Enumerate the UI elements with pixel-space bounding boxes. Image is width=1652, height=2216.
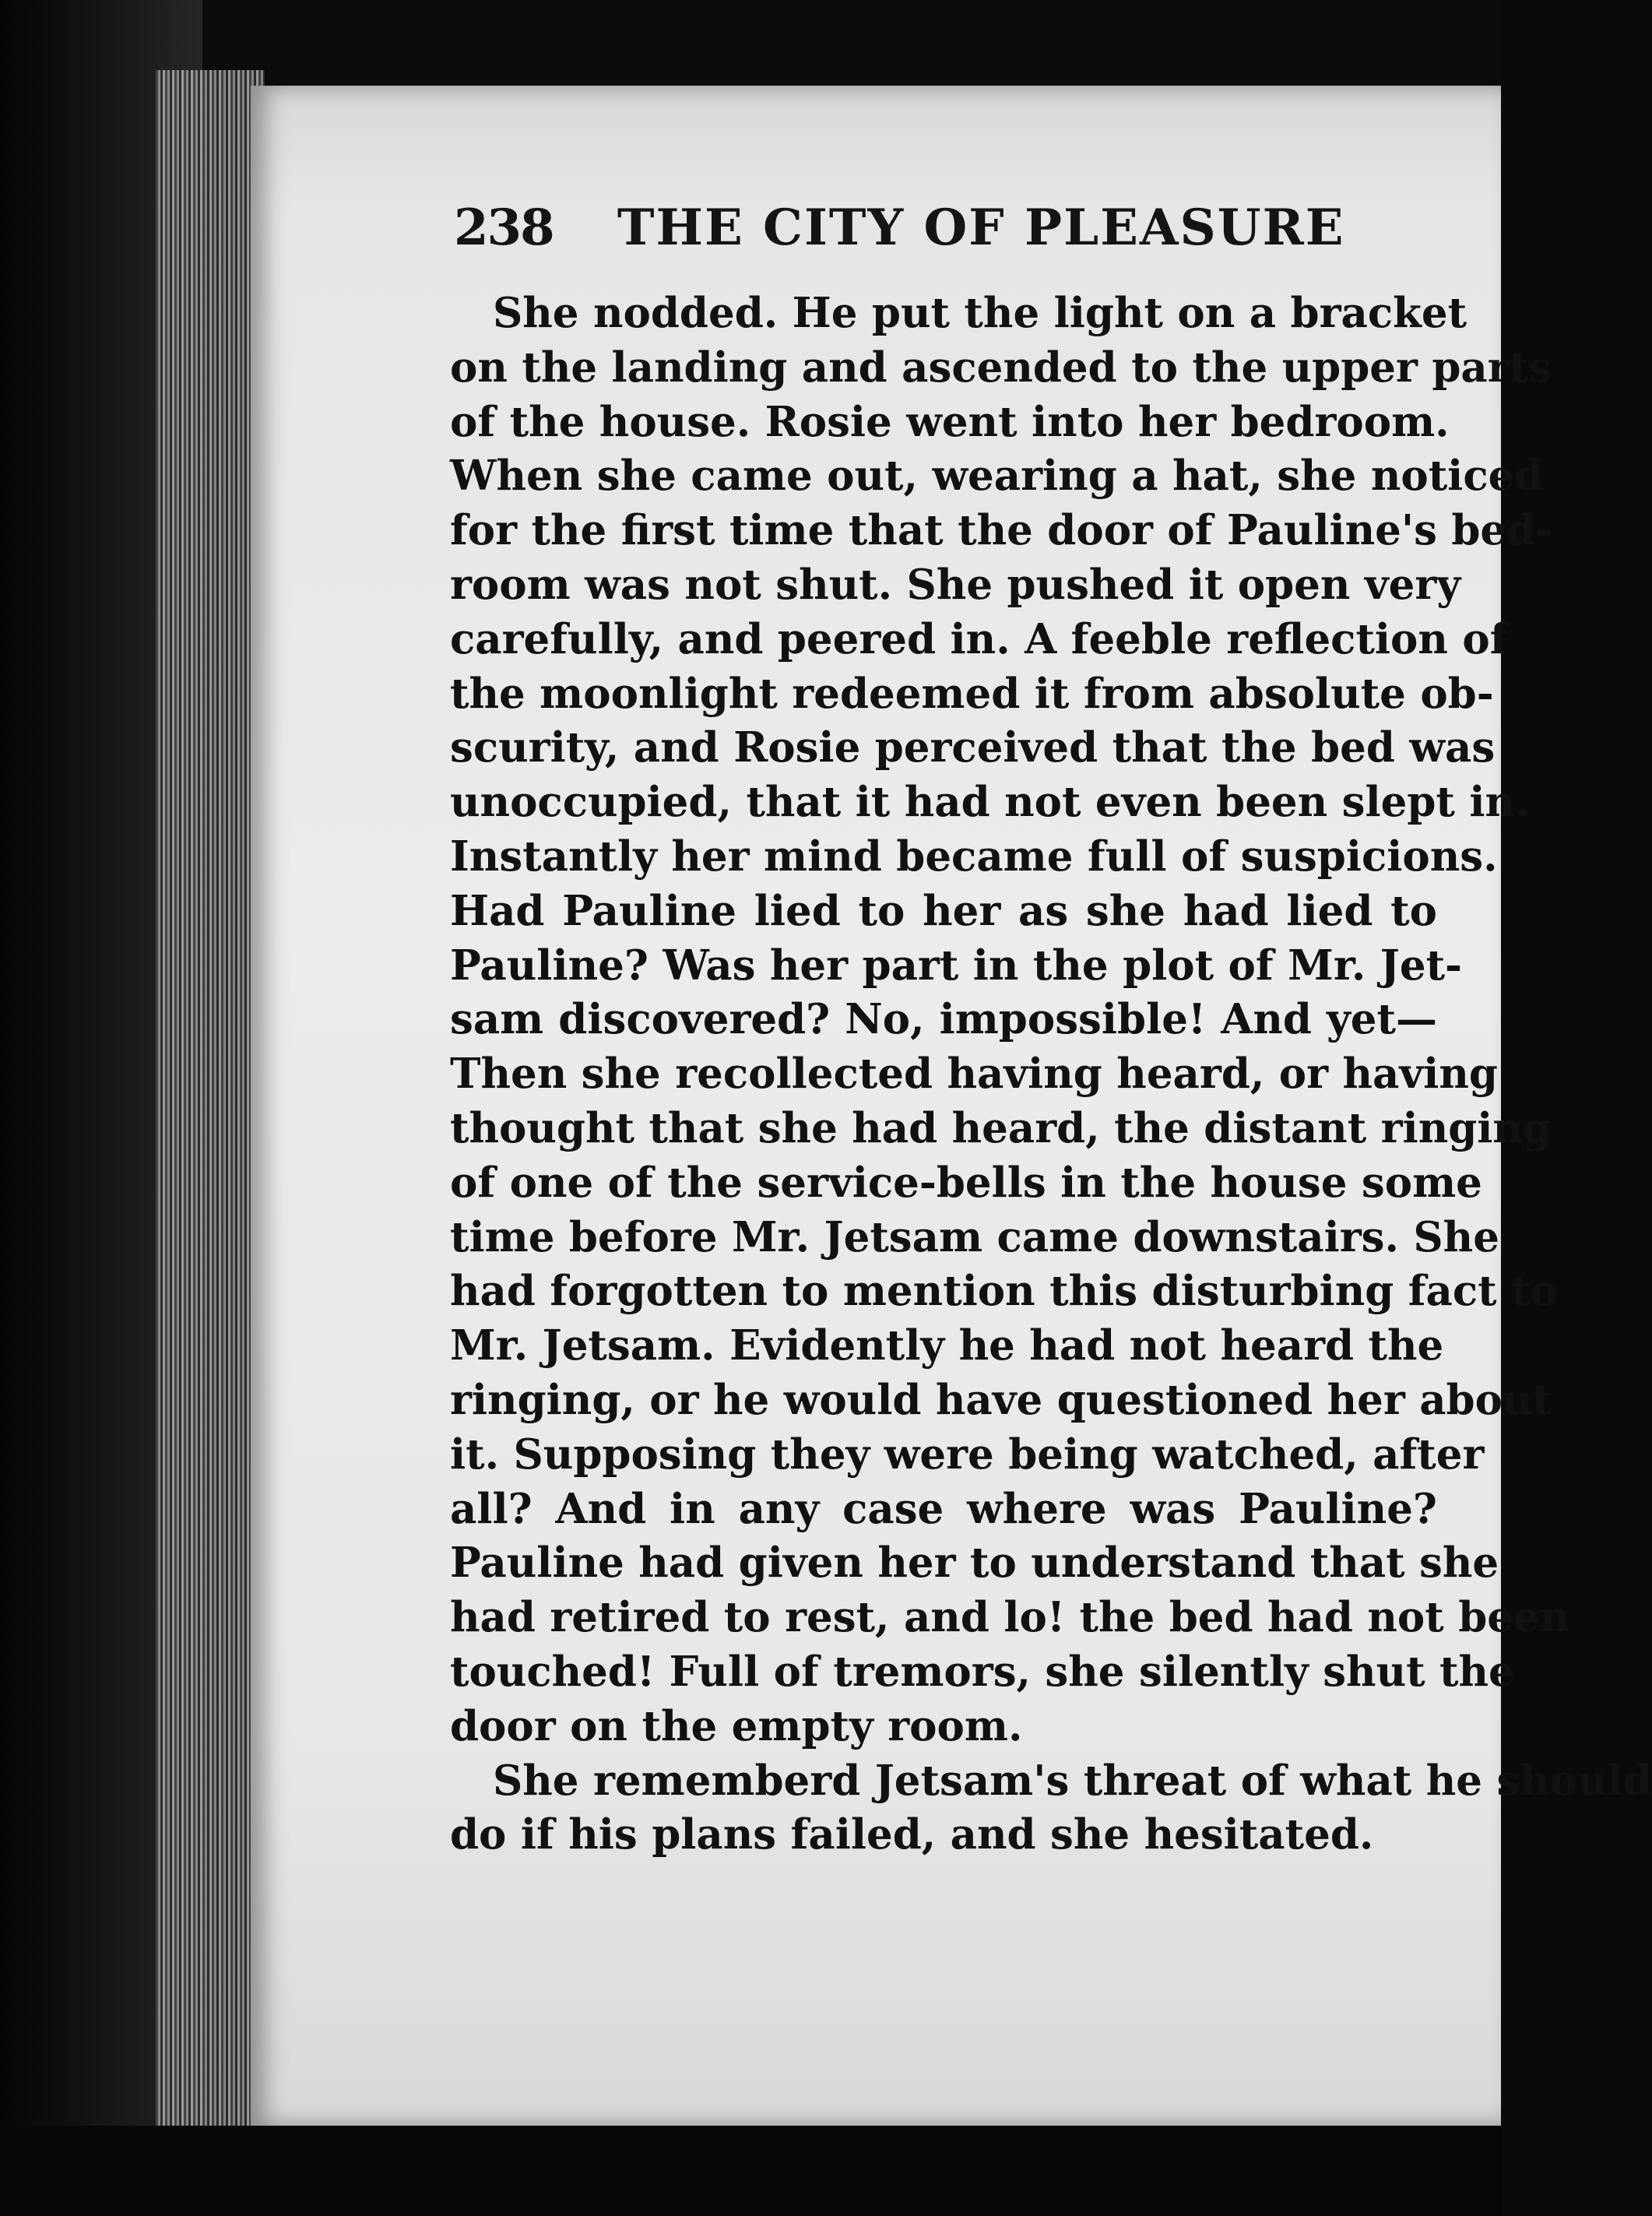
text-line: had forgotten to mention this disturbing fact to xyxy=(450,1267,1558,1316)
text-line: unoccupied, that it had not even been slept in. xyxy=(450,778,1530,827)
text-line: room was not shut. She pushed it open very xyxy=(450,560,1461,609)
text-line: thought that she had heard, the distant ringing xyxy=(450,1103,1552,1152)
text-line: it. Supposing they were being watched, after xyxy=(450,1430,1485,1479)
text-line: Instantly her mind became full of suspicions. xyxy=(450,832,1498,881)
paragraph xyxy=(450,287,1570,1754)
text-line: had retired to rest, and lo! the bed had not been xyxy=(450,1593,1570,1642)
text-line: touched! Full of tremors, she silently shut the xyxy=(450,1647,1515,1696)
text-line: carefully, and peered in. A feeble reflection of xyxy=(450,614,1508,663)
text-line: Pauline had given her to understand that she xyxy=(450,1539,1499,1588)
text-line: Then she recollected having heard, or having xyxy=(450,1050,1498,1099)
text-line: Had Pauline lied to her as she had lied to xyxy=(450,886,1437,935)
text-line: on the landing and ascended to the upper parts xyxy=(450,343,1552,392)
text-line: Mr. Jetsam. Evidently he had not heard the xyxy=(450,1321,1444,1370)
text-line: When she came out, wearing a hat, she noticed xyxy=(450,452,1544,501)
text-line: ringing, or he would have questioned her about xyxy=(450,1375,1552,1424)
running-title: THE CITY OF PLEASURE xyxy=(617,199,1345,257)
text-line: for the first time that the door of Pauline's bed- xyxy=(450,506,1553,555)
text-line: all? And in any case where was Pauline? xyxy=(450,1484,1437,1533)
paragraph xyxy=(450,1754,1652,1863)
page-number: 238 xyxy=(454,199,554,257)
text-line: She nodded. He put the light on a bracket xyxy=(493,289,1467,337)
page-edges xyxy=(156,70,265,2126)
page-header xyxy=(454,199,1435,257)
text-line: time before Mr. Jetsam came downstairs. She xyxy=(450,1212,1499,1261)
text-line: door on the empty room. xyxy=(450,1701,1023,1750)
text-line: scurity, and Rosie perceived that the bed was xyxy=(450,723,1496,772)
text-line: Pauline? Was her part in the plot of Mr. Jet- xyxy=(450,941,1463,990)
text-line: of the house. Rosie went into her bedroom. xyxy=(450,397,1450,446)
text-line: do if his plans failed, and she hesitated. xyxy=(450,1810,1374,1859)
text-line: of one of the service-bells in the house some xyxy=(450,1158,1482,1207)
body-text xyxy=(450,287,1652,1862)
bottom-shadow xyxy=(0,2126,1501,2216)
text-line: She rememberd Jetsam's threat of what he should xyxy=(493,1756,1652,1805)
text-line: sam discovered? No, impossible! And yet— xyxy=(450,995,1437,1044)
text-line: the moonlight redeemed it from absolute ob- xyxy=(450,669,1494,718)
